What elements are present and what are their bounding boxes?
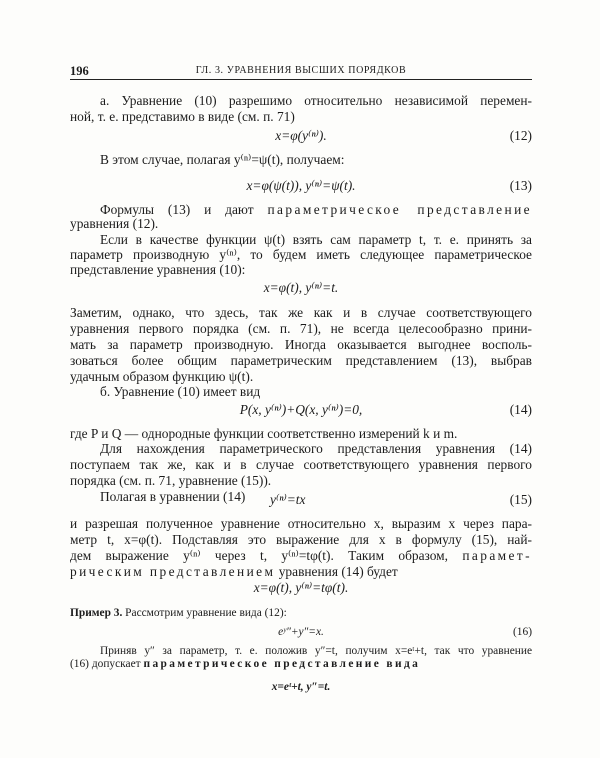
equation-number: (12) <box>509 128 532 143</box>
text-line: порядка (см. п. 71, уравнение (15)). <box>70 473 272 488</box>
equation-number: (15) <box>509 492 532 507</box>
text-line: параметр производную y⁽ⁿ⁾, то будем иметь следующее параметрическое <box>70 247 532 262</box>
text-line: Заметим, однако, что здесь, так же как и в случае соответствующего <box>70 305 532 320</box>
text-line: Если в качестве функции ψ(t) взять сам параметр t, т. е. принять за <box>100 232 532 247</box>
equation-body: x=φ(ψ(t)), y⁽ⁿ⁾=ψ(t). <box>246 178 356 193</box>
example-text: Рассмотрим уравнение вида (12): <box>125 607 287 619</box>
text-line: мать за параметр производную. Иногда оказывается выгоднее восполь- <box>70 337 532 352</box>
text-line: зоваться более общим параметрическим представлением (13), выбрав <box>70 353 532 368</box>
text-segment: уравнения (14) будет <box>278 564 398 579</box>
equation-body: P(x, y⁽ⁿ⁾)+Q(x, y⁽ⁿ⁾)=0, <box>239 402 363 417</box>
text-line: Приняв y″ за параметр, т. е. положив y″=t, получим x=eᵗ+t, так что уравнение <box>100 645 532 657</box>
equation-body: x=φ(y⁽ⁿ⁾). <box>275 128 327 143</box>
spaced-term: рическим представлением <box>70 564 276 579</box>
text-line: поступаем так же, как и в случае соответствующего уравнения первого <box>70 457 532 472</box>
example-label: Пример 3. <box>70 607 123 619</box>
equation-13 <box>70 178 532 194</box>
page-header <box>70 64 532 78</box>
equation-number: (16) <box>513 626 532 638</box>
page-number: 196 <box>70 64 89 78</box>
equation-number: (14) <box>509 402 532 417</box>
text-line: а. Уравнение (10) разрешимо относительно независимой перемен- <box>100 93 532 108</box>
equation-12 <box>70 128 532 144</box>
equation-unnumbered-a <box>70 280 532 296</box>
spaced-term: парамет- <box>462 548 532 563</box>
equation-body: x=eᵗ+t, y″=t. <box>271 681 331 693</box>
text-segment: Формулы (13) и дают <box>100 202 254 217</box>
equation-body: x=φ(t), y⁽ⁿ⁾=t. <box>263 280 339 295</box>
text-line <box>70 564 532 580</box>
text-line: б. Уравнение (10) имеет вид <box>100 384 261 399</box>
text-line: В этом случае, полагая y⁽ⁿ⁾=ψ(t), получаем: <box>100 152 345 167</box>
header-rule <box>70 79 532 80</box>
text-line: удачным образом функцию ψ(t). <box>70 369 254 384</box>
text-line <box>70 548 532 564</box>
text-segment: (16) допускает <box>70 658 141 670</box>
text-line: уравнения (12). <box>70 216 159 231</box>
equation-unnumbered-c <box>70 679 532 695</box>
spaced-term: параметрическое представление вида <box>143 658 421 670</box>
running-title: ГЛ. 3. УРАВНЕНИЯ ВЫСШИХ ПОРЯДКОВ <box>195 65 407 76</box>
equation-body: x=φ(t), y⁽ⁿ⁾=tφ(t). <box>253 580 349 595</box>
text-line: и разрешая полученное уравнение относительно x, выразим x через пара- <box>70 516 532 531</box>
spaced-term: параметрическое представление <box>267 202 532 217</box>
text-line: представление уравнения (10): <box>70 262 246 277</box>
example-3-heading <box>70 605 532 621</box>
text-line: где P и Q — однородные функции соответственно измерений k и m. <box>70 426 458 441</box>
equation-body: y⁽ⁿ⁾=tx <box>270 492 306 507</box>
text-line: Полагая в уравнении (14) <box>100 489 246 504</box>
equation-16 <box>70 624 532 640</box>
equation-14 <box>70 402 532 418</box>
equation-body: eʸ″+y″=x. <box>278 626 324 638</box>
text-line <box>70 656 532 672</box>
text-line: Для нахождения параметрического представления уравнения (14) <box>100 441 532 456</box>
equation-unnumbered-b <box>70 580 532 596</box>
text-segment: дем выражение y⁽ⁿ⁾ через t, y⁽ⁿ⁾=tφ(t). Таким образом, <box>70 548 448 563</box>
text-line: метр t, x=φ(t). Подставляя это выражение для x в формулу (15), най- <box>70 532 532 547</box>
equation-number: (13) <box>509 178 532 193</box>
text-line: уравнения первого порядка (см. п. 71), не всегда целесообразно прини- <box>70 321 532 336</box>
text-line: ной, т. е. представимо в виде (см. п. 71) <box>70 109 295 124</box>
